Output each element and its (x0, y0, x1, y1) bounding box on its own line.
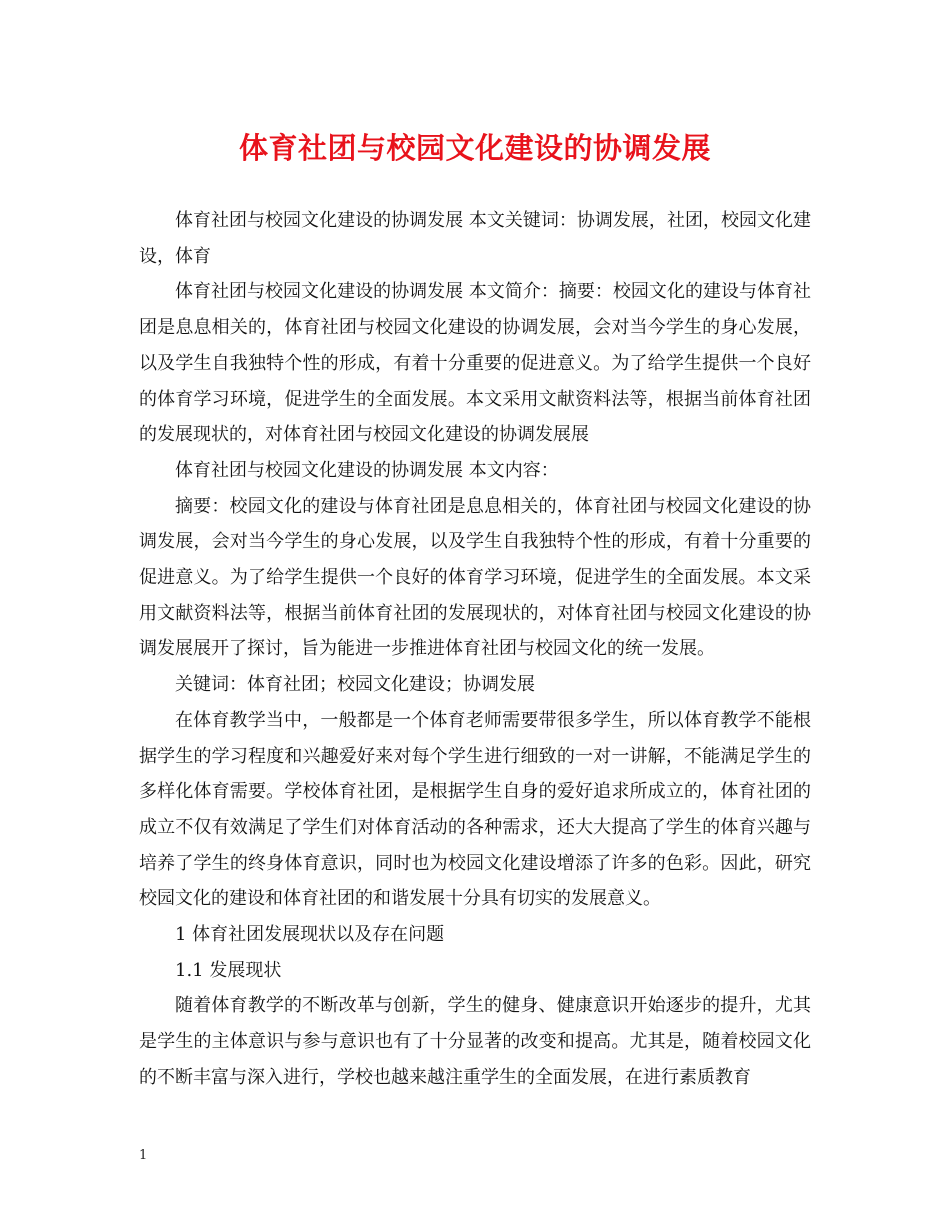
subsection-heading: 1.1 发展现状 (175, 959, 282, 981)
keywords-summary-paragraph: 体育社团与校园文化建设的协调发展 本文关键词：协调发展，社团，校园文化建设，体育 (139, 210, 811, 267)
document-title: 体育社团与校园文化建设的协调发展 (238, 131, 711, 165)
page-number: 1 (139, 1148, 148, 1163)
document-body (139, 203, 811, 1096)
abstract-paragraph: 摘要：校园文化的建设与体育社团是息息相关的，体育社团与校园文化建设的协调发展，会对当今学生的身心发展，以及学生自我独特个性的形成，有着十分重要的促进意义。为了给学生提供一个良好的体育学习环境，促进学生的全面发展。本文采用文献资料法等，根据当前体育社团的发展现状的，对体育社团与校园文化建设的协调发展展开了探讨，旨为能进一步推进体育社团与校园文化的统一发展。 (139, 495, 811, 660)
content-heading-paragraph: 体育社团与校园文化建设的协调发展 本文内容： (175, 459, 559, 481)
introduction-paragraph: 在体育教学当中，一般都是一个体育老师需要带很多学生，所以体育教学不能根据学生的学习程度和兴趣爱好来对每个学生进行细致的一对一讲解，不能满足学生的多样化体育需要。学校体育社团，是根据学生自身的爱好追求所成立的，体育社团的成立不仅有效满足了学生们对体育活动的各种需求，还大大提高了学生的体育兴趣与培养了学生的终身体育意识，同时也为校园文化建设增添了许多的色彩。因此，研究校园文化的建设和体育社团的和谐发展十分具有切实的发展意义。 (139, 709, 811, 910)
section-heading: 1 体育社团发展现状以及存在问题 (175, 924, 445, 946)
section-paragraph: 随着体育教学的不断改革与创新，学生的健身、健康意识开始逐步的提升，尤其是学生的主体意识与参与意识也有了十分显著的改变和提高。尤其是，随着校园文化的不断丰富与深入进行，学校也越来越注重学生的全面发展，在进行素质教育 (139, 995, 811, 1088)
keywords-paragraph: 关键词：体育社团；校园文化建设；协调发展 (175, 674, 535, 696)
intro-summary-paragraph: 体育社团与校园文化建设的协调发展 本文简介：摘要：校园文化的建设与体育社团是息息相关的，体育社团与校园文化建设的协调发展，会对当今学生的身心发展，以及学生自我独特个性的形成，有着十分重要的促进意义。为了给学生提供一个良好的体育学习环境，促进学生的全面发展。本文采用文献资料法等，根据当前体育社团的发展现状的，对体育社团与校园文化建设的协调发展展 (139, 281, 811, 446)
